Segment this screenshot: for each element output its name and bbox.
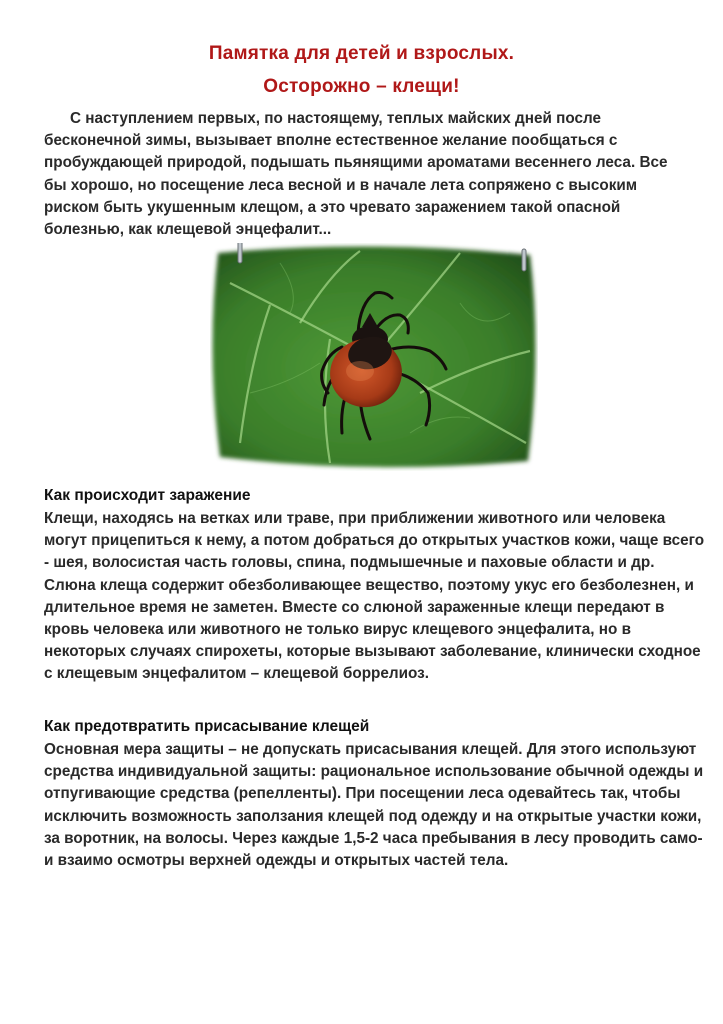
page-title-line2: Осторожно – клещи!	[263, 76, 460, 97]
tick-on-leaf-image	[210, 243, 538, 471]
intro-paragraph: С наступлением первых, по настоящему, теплых майских дней после бесконечной зимы, вызывает вполне естественное желание пообщаться с пробуждающей природой, подышать пьянящими ароматами весеннего леса. Все бы хорошо, но посещение леса весной и в начале лета сопряжено с высоким риском быть укушенным клещом, а это чревато заражением такой опасной болезнью, как клещевой энцефалит...	[44, 110, 668, 239]
section-body-prevention: Основная мера защиты – не допускать присасывания клещей. Для этого используют средства индивидуальной защиты: рациональное использование обычной одежды и отпугивающие средства (репелленты). При посещении леса одевайтесь так, чтобы исключить возможность заползания клещей под одежду и на открытые участки кожи, за воротник, на волосы. Через каждые 1,5-2 часа пребывания в лесу проводить само- и взаимо осмотры верхней одежды и открытых частей тела.	[44, 741, 704, 870]
page-title-line1: Памятка для детей и взрослых.	[208, 43, 515, 64]
tick-on-leaf-icon	[210, 243, 538, 471]
section-title-prevention: Как предотвратить присасывание клещей	[44, 718, 370, 735]
section-body-infection: Клещи, находясь на ветках или траве, при приближении животного или человека могут прицепиться к нему, а потом добраться до открытых участков кожи, чаще всего - шея, волосистая часть головы, спина, подмышечные и паховые области и др. Слюна клеща содержит обезболивающее вещество, поэтому укус его безболезнен, и длительное время не заметен. Вместе со слюной зараженные клещи передают в кровь человека или животного не только вирус клещевого энцефалита, но в некоторых случаях спирохеты, которые вызывают заболевание, клинически сходное с клещевым энцефалитом – клещевой боррелиоз.	[44, 510, 705, 683]
section-title-infection: Как происходит заражение	[44, 487, 251, 504]
